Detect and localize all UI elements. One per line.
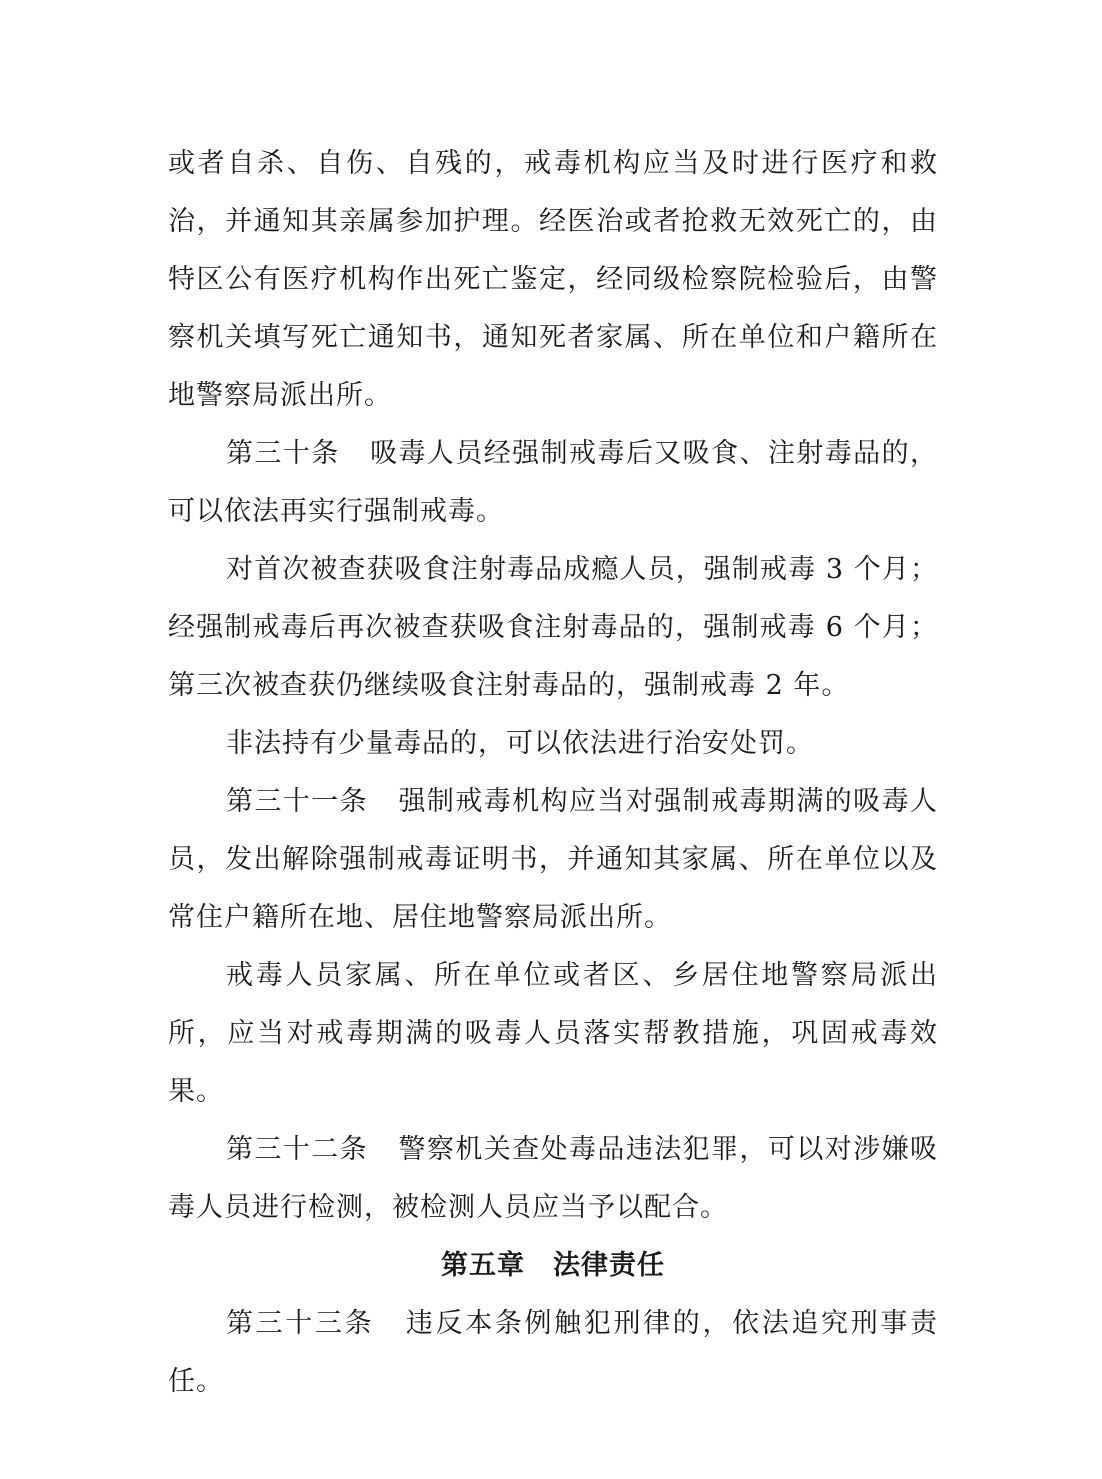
continuation-paragraph xyxy=(168,135,938,425)
article-30-label: 第三十条 xyxy=(226,438,340,469)
article-30-paragraph-3 xyxy=(168,715,938,773)
article-31-para2-text: 戒毒人员家属、所在单位或者区、乡居住地警察局派出所，应当对戒毒期满的吸毒人员落实帮教措施，巩固戒毒效果。 xyxy=(168,960,938,1107)
article-31-label: 第三十一条 xyxy=(226,786,369,817)
article-32-paragraph xyxy=(168,1121,938,1237)
article-30-paragraph-2 xyxy=(168,541,938,715)
article-32-label: 第三十二条 xyxy=(226,1134,369,1165)
continuation-text: 或者自杀、自伤、自残的，戒毒机构应当及时进行医疗和救治，并通知其亲属参加护理。经医治或者抢救无效死亡的，由特区公有医疗机构作出死亡鉴定，经同级检察院检验后，由警察机关填写死亡通知书，通知死者家属、所在单位和户籍所在地警察局派出所。 xyxy=(168,148,938,411)
article-30-para2-text: 对首次被查获吸食注射毒品成瘾人员，强制戒毒 3 个月；经强制戒毒后再次被查获吸食注射毒品的，强制戒毒 6 个月；第三次被查获仍继续吸食注射毒品的，强制戒毒 2 年。 xyxy=(168,554,938,701)
article-33-label: 第三十三条 xyxy=(226,1308,375,1339)
article-30-para3-text: 非法持有少量毒品的，可以依法进行治安处罚。 xyxy=(226,728,814,759)
article-30-text: 吸毒人员经强制戒毒后又吸食、注射毒品的，可以依法再实行强制戒毒。 xyxy=(168,438,939,527)
article-31-paragraph xyxy=(168,773,938,947)
article-32-text: 警察机关查处毒品违法犯罪，可以对涉嫌吸毒人员进行检测，被检测人员应当予以配合。 xyxy=(168,1134,939,1223)
article-31-paragraph-2 xyxy=(168,947,938,1121)
chapter-5-heading: 第五章 法律责任 xyxy=(441,1250,665,1281)
article-31-text: 强制戒毒机构应当对强制戒毒期满的吸毒人员，发出解除强制戒毒证明书，并通知其家属、所在单位以及常住户籍所在地、居住地警察局派出所。 xyxy=(168,786,939,933)
article-33-paragraph xyxy=(168,1295,938,1411)
document-body xyxy=(168,135,938,1411)
article-33-text: 违反本条例触犯刑律的，依法追究刑事责任。 xyxy=(168,1308,939,1397)
article-30-paragraph xyxy=(168,425,938,541)
